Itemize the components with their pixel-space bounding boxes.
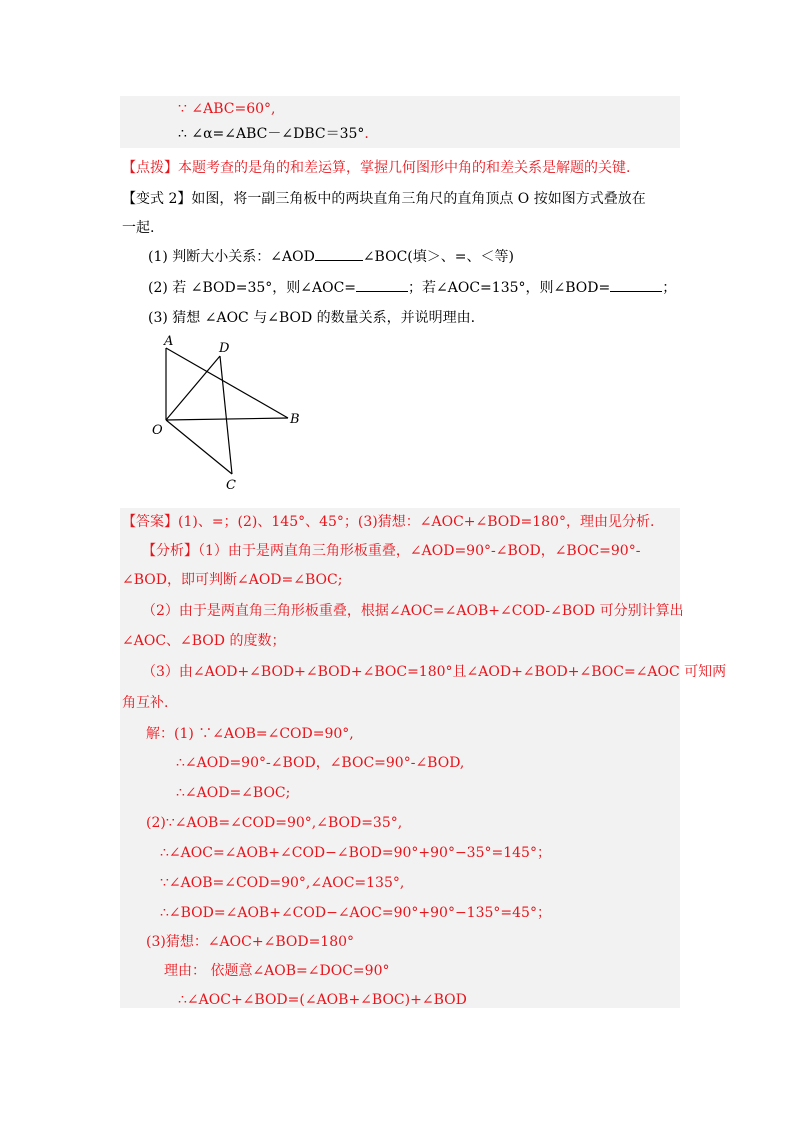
- solution-line-16: 理由： 依题意∠AOB=∠DOC=90°: [164, 963, 390, 979]
- question-2-part-b: ；若∠AOC=135°，则∠BOD=: [408, 280, 611, 296]
- solution-line-8: 解：(1) ∵∠AOB=∠COD=90°,: [146, 726, 354, 742]
- problem-title-line-1: 【变式 2】如图，将一副三角板中的两块直角三角尺的直角顶点 O 按如图方式叠放在: [122, 191, 646, 207]
- question-3: (3) 猜想 ∠AOC 与∠BOD 的数量关系，并说明理由.: [148, 310, 476, 326]
- segment-oc: [166, 420, 232, 474]
- question-1-part-a: (1) 判断大小关系：∠AOD: [148, 249, 315, 265]
- top-line-2: [178, 125, 369, 143]
- analysis-line-6: （3）由∠AOD+∠BOD+∠BOD+∠BOC=180°且∠AOD+∠BOD+∠BOC=∠AOC 可知两: [142, 664, 727, 680]
- top-line-1: ∵ ∠ABC=60°,: [178, 101, 276, 117]
- solution-line-10: ∴∠AOD=∠BOC;: [176, 785, 291, 801]
- question-2: [148, 279, 676, 297]
- question-1-part-b: ∠BOC(填＞、=、＜等): [362, 249, 514, 265]
- analysis-line-7: 角互补.: [122, 695, 169, 711]
- label-a: A: [164, 334, 174, 349]
- solution-line-15: (3)猜想：∠AOC+∠BOD=180°: [146, 934, 355, 950]
- question-2-part-c: ；: [662, 280, 677, 296]
- solution-line-13: ∵∠AOB=∠COD=90°,∠AOC=135°,: [160, 875, 405, 891]
- question-2-blank-2[interactable]: [610, 279, 662, 292]
- top-line-2-mark: .: [364, 126, 369, 142]
- analysis-line-2: 【分析】（1）由于是两直角三角形板重叠，∠AOD=90°-∠BOD，∠BOC=90°-: [142, 543, 641, 559]
- question-2-blank-1[interactable]: [356, 279, 408, 292]
- label-d: D: [219, 341, 230, 356]
- label-b: B: [290, 412, 300, 427]
- segment-od: [166, 356, 220, 420]
- label-o: O: [152, 423, 163, 438]
- solution-line-9: ∴∠AOD=90°-∠BOD，∠BOC=90°-∠BOD,: [176, 755, 465, 771]
- segment-ab: [166, 348, 288, 418]
- analysis-line-4: （2）由于是两直角三角形板重叠，根据∠AOC=∠AOB+∠COD-∠BOD 可分别计算出: [142, 603, 684, 619]
- problem-title-line-2: 一起.: [122, 220, 155, 236]
- question-1-blank[interactable]: [315, 248, 363, 261]
- analysis-line-5: ∠AOC、∠BOD 的度数；: [122, 633, 286, 649]
- top-line-2-text: ∴ ∠α=∠ABC－∠DBC＝35°: [178, 126, 365, 142]
- segment-dc: [220, 356, 232, 474]
- label-c: C: [226, 478, 236, 492]
- triangle-figure: [150, 332, 310, 492]
- solution-line-14: ∴∠BOD=∠AOB+∠COD−∠AOC=90°+90°−135°=45°；: [160, 905, 551, 921]
- question-1: [148, 248, 514, 266]
- question-2-part-a: (2) 若 ∠BOD=35°，则∠AOC=: [148, 280, 357, 296]
- solution-line-17: ∴∠AOC+∠BOD=(∠AOB+∠BOC)+∠BOD: [178, 992, 467, 1008]
- answer-line-1: 【答案】(1)、=；(2)、145°、45°；(3)猜想：∠AOC+∠BOD=180°，理由见分析.: [122, 514, 655, 530]
- tip-text: 【点拨】本题考查的是角的和差运算，掌握几何图形中角的和差关系是解题的关键.: [122, 160, 631, 176]
- solution-line-12: ∴∠AOC=∠AOB+∠COD−∠BOD=90°+90°−35°=145°；: [160, 845, 551, 861]
- analysis-line-3: ∠BOD，即可判断∠AOD=∠BOC;: [122, 572, 343, 588]
- solution-line-11: (2)∵∠AOB=∠COD=90°,∠BOD=35°,: [146, 815, 403, 831]
